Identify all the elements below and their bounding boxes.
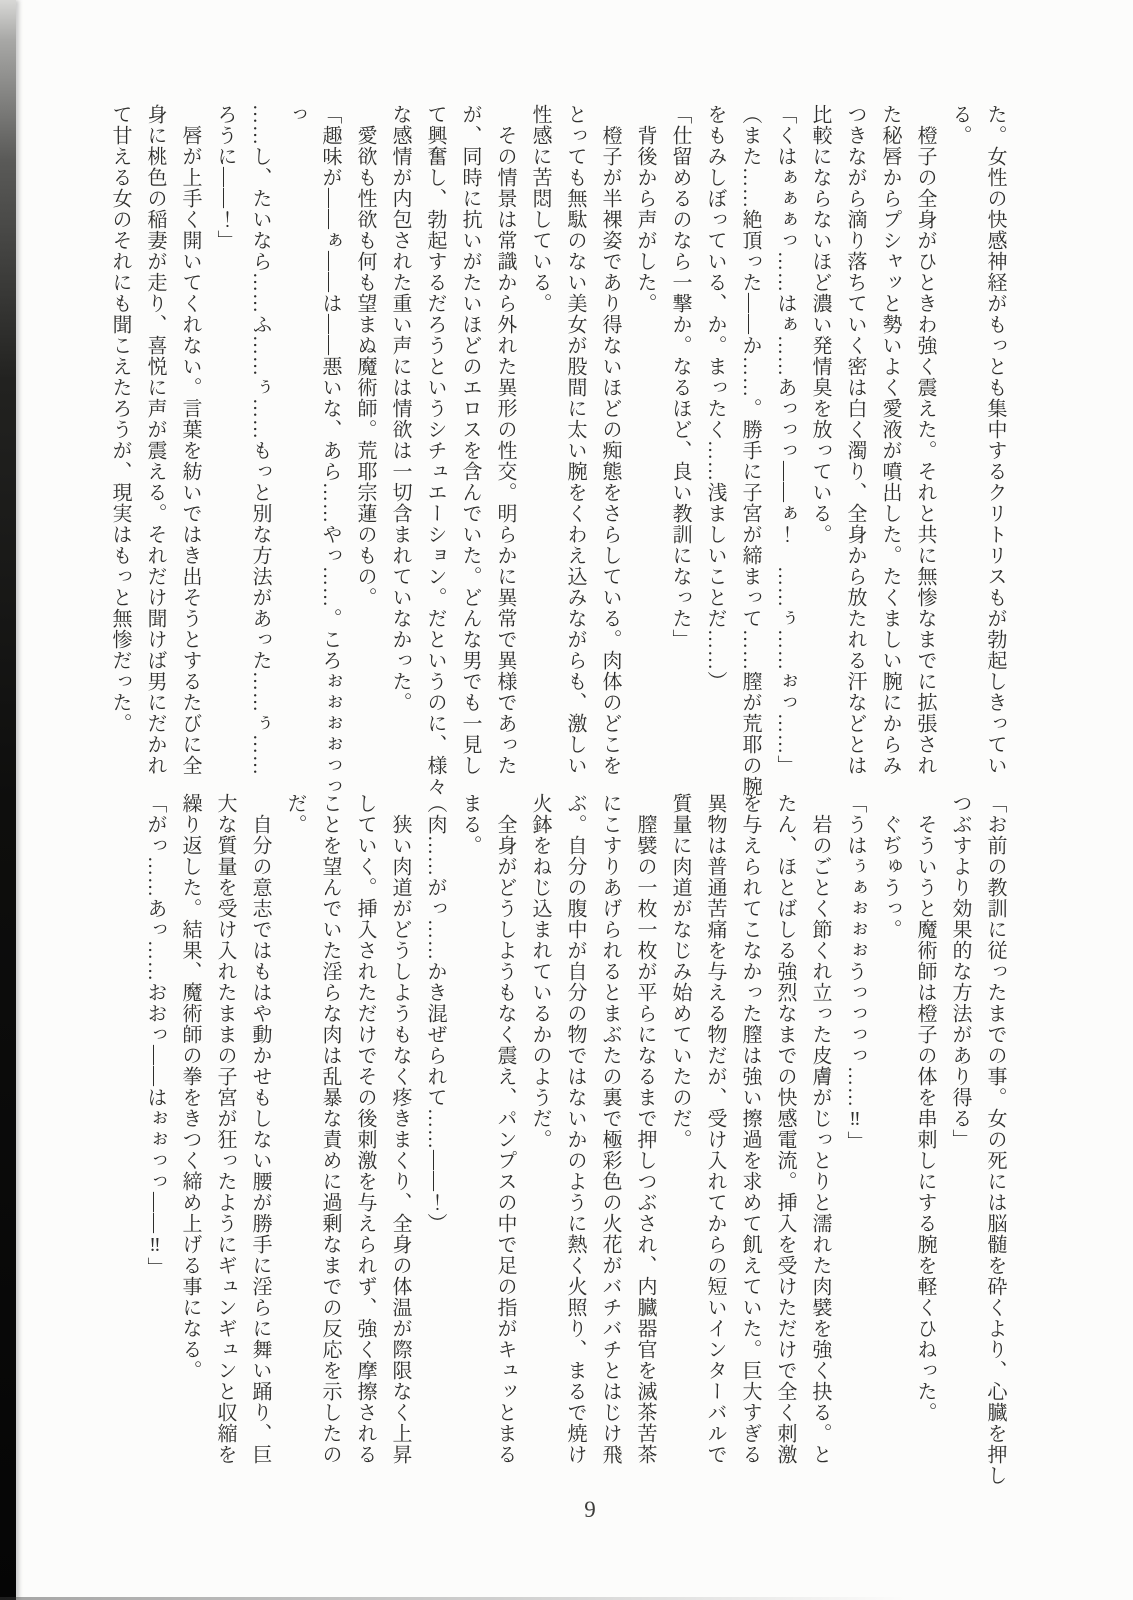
text-column: （肉……がっ……かき混ぜられて……――！）	[424, 793, 446, 1234]
text-column: ことを望んでいた淫らな肉は乱暴な責めに過剰なまでの反応を示したの	[319, 793, 341, 1465]
text-column: て興奮し、勃起するだろうというシチュエーション。だというのに、様々	[424, 104, 446, 797]
page-number: 9	[584, 1497, 596, 1522]
text-column: が、同時に抗いがたいほどのエロスを含んでいた。どんな男でも一見し	[459, 104, 481, 776]
text-column: な感情が内包された重い声には情欲は一切含まれていなかった。	[389, 104, 411, 713]
text-column: ぶ。自分の腹中が自分の物ではないかのように熱く火照り、まるで焼け	[564, 793, 586, 1465]
text-column: まる。	[459, 793, 481, 856]
text-column: 「くはぁぁぁっ……はぁ……あっっっ――ぁ！ ……ぅ……ぉっ……」	[774, 104, 796, 776]
text-column: 火鉢をねじ込まれているかのようだ。	[529, 793, 551, 1150]
text-column: 背後から声がした。	[634, 104, 656, 314]
text-column: た。女性の快感神経がもっとも集中するクリトリスもが勃起しきってい	[984, 104, 1006, 776]
text-column: る。	[949, 104, 971, 146]
text-column: そういうと魔術師は橙子の体を串刺しにする腕を軽くひねった。	[914, 793, 936, 1423]
text-column: 「お前の教訓に従ったまでの事。女の死には脳髄を砕くより、心臓を押し	[984, 793, 1006, 1486]
text-column: 狭い肉道がどうしようもなく疼きまくり、全身の体温が際限なく上昇	[389, 793, 411, 1465]
text-column: をもみしぼっている、か。まったく……浅ましいことだ……）	[704, 104, 726, 692]
text-column: ……し、たいなら……ふ……ぅ……もっと別な方法があった……ぅ……	[249, 104, 271, 776]
text-column: 自分の意志ではもはや動かせもしない腰が勝手に淫らに舞い踊り、巨	[249, 793, 271, 1465]
bottom-text-block	[130, 793, 1012, 1505]
text-column: 橙子の全身がひときわ強く震えた。それと共に無惨なまでに拡張され	[914, 104, 936, 776]
text-column: て甘える女のそれにも聞こえたろうが、現実はもっと無惨だった。	[109, 104, 131, 734]
text-column: を与えられてこなかった膣は強い擦過を求めて飢えていた。巨大すぎる	[739, 793, 761, 1465]
text-column: 繰り返した。結果、魔術師の拳をきつく締め上げる事になる。	[179, 793, 201, 1381]
text-column: 性感に苦悶している。	[529, 104, 551, 314]
text-column: 大な質量を受け入れたままの子宮が狂ったようにギュンギュンと収縮を	[214, 793, 236, 1465]
text-column: 全身がどうしようもなく震え、パンプスの中で足の指がキュッとまる	[494, 793, 516, 1465]
text-column: 身に桃色の稲妻が走り、喜悦に声が震える。それだけ聞けば男にだかれ	[144, 104, 166, 776]
text-column: つぶすより効果的な方法があり得る」	[949, 793, 971, 1150]
text-column: にこすりあげられるとまぶたの裏で極彩色の火花がバチバチとはじけ飛	[599, 793, 621, 1465]
text-column: 「うはぅぁぉぉぉうっっっっ……‼」	[844, 793, 866, 1152]
text-column: 質量に肉道がなじみ始めていたのだ。	[669, 793, 691, 1150]
text-column: （また……絶頂った――か……。勝手に子宮が締まって……膣が荒耶の腕	[739, 104, 761, 797]
text-column: その情景は常識から外れた異形の性交。明らかに異常で異様であった	[494, 104, 516, 776]
text-column: だ。	[284, 793, 306, 835]
text-column: 「趣味が――ぁ――は――悪いな、あら……やっ……。ころぉぉぉぉっっっ	[284, 104, 341, 797]
text-column: 唇が上手く開いてくれない。言葉を紡いではき出そうとするたびに全	[179, 104, 201, 776]
text-column: 比較にならないほど濃い発情臭を放っている。	[809, 104, 831, 545]
text-column: ろうに――！」	[214, 104, 236, 251]
text-column: 岩のごとく節くれ立った皮膚がじっとりと濡れた肉襞を強く抉る。と	[809, 793, 831, 1465]
text-column: とっても無駄のない美女が股間に太い腕をくわえ込みながらも、激しい	[564, 104, 586, 776]
text-column: していく。挿入されただけでその後刺激を与えられず、強く摩擦される	[354, 793, 376, 1465]
text-column: 膣襞の一枚一枚が平らになるまで押しつぶされ、内臓器官を滅茶苦茶	[634, 793, 656, 1465]
text-column: ぐぢゅうっ。	[879, 793, 901, 940]
text-column: た秘唇からプシャッと勢いよく愛液が噴出した。たくましい腕にからみ	[879, 104, 901, 776]
top-text-block	[109, 104, 1012, 804]
text-column: 「仕留めるのなら一撃か。なるほど、良い教訓になった」	[669, 104, 691, 650]
text-column: つきながら滴り落ちていく密は白く濁り、全身から放たれる汗などとは	[844, 104, 866, 776]
text-column: 異物は普通苦痛を与える物だが、受け入れてからの短いインターバルで	[704, 793, 726, 1465]
text-column: たん、ほとばしる強烈なまでの快感電流。挿入を受けただけで全く刺激	[774, 793, 796, 1465]
text-column: 愛欲も性欲も何も望まぬ魔術師。荒耶宗蓮のもの。	[354, 104, 376, 608]
text-column: 「がっ……あっ……おおっ――はぉぉっっ――‼」	[144, 793, 166, 1278]
text-column: 橙子が半裸姿であり得ないほどの痴態をさらしている。肉体のどこを	[599, 104, 621, 776]
left-scan-edge-artifact	[0, 0, 16, 1600]
